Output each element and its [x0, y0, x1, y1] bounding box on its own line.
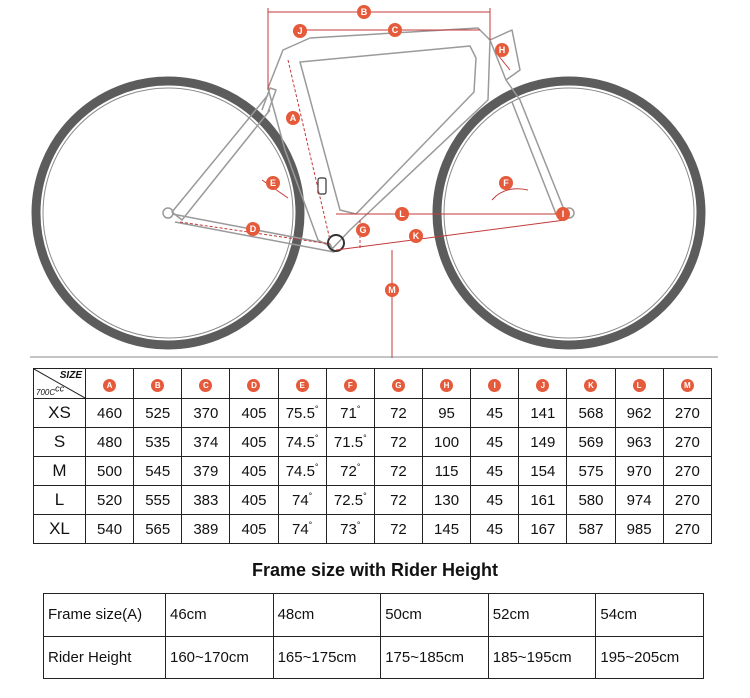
geometry-cell-h: 115 — [422, 457, 470, 486]
marker-j-label: J — [297, 26, 303, 36]
marker-f — [499, 176, 513, 190]
geometry-cell-h: 145 — [422, 515, 470, 544]
column-marker-j-label: J — [536, 379, 549, 392]
marker-e — [266, 176, 280, 190]
size-name: XL — [34, 515, 86, 544]
geometry-cell-j: 149 — [519, 428, 567, 457]
geometry-cell-l: 963 — [615, 428, 663, 457]
marker-m-label: M — [388, 285, 396, 295]
geometry-row-m — [34, 457, 712, 486]
geometry-cell-l: 962 — [615, 399, 663, 428]
geometry-cell-k: 575 — [567, 457, 615, 486]
marker-a-label: A — [289, 113, 297, 123]
geometry-cell-e: 74° — [278, 486, 326, 515]
geometry-row-xl — [34, 515, 712, 544]
bike-frame — [163, 28, 574, 252]
geometry-cell-b: 555 — [134, 486, 182, 515]
geometry-cell-i: 45 — [471, 486, 519, 515]
geometry-cell-k: 580 — [567, 486, 615, 515]
marker-d-label: D — [249, 224, 257, 234]
wheel-header-label: $700C^{cc}$ — [36, 383, 65, 397]
geometry-cell-m: 270 — [663, 486, 711, 515]
geometry-cell-c: 383 — [182, 486, 230, 515]
geometry-cell-j: 167 — [519, 515, 567, 544]
geometry-cell-k: 568 — [567, 399, 615, 428]
marker-b — [357, 5, 371, 19]
column-marker-f — [326, 369, 374, 399]
frame-size-cell: 46cm — [166, 594, 274, 637]
column-marker-l-label: L — [633, 379, 646, 392]
geometry-cell-c: 389 — [182, 515, 230, 544]
rear-wheel — [36, 81, 300, 345]
geometry-cell-d: 405 — [230, 515, 278, 544]
column-marker-b — [134, 369, 182, 399]
size-name: S — [34, 428, 86, 457]
rider-height-cell: 175~185cm — [381, 636, 489, 679]
column-marker-h-label: H — [440, 379, 453, 392]
geometry-row-s — [34, 428, 712, 457]
geometry-cell-k: 569 — [567, 428, 615, 457]
column-marker-f-label: F — [344, 379, 357, 392]
geometry-cell-e: 74.5° — [278, 428, 326, 457]
geometry-cell-h: 100 — [422, 428, 470, 457]
geometry-cell-c: 374 — [182, 428, 230, 457]
column-marker-c-label: C — [199, 379, 212, 392]
geometry-cell-g: 72 — [374, 399, 422, 428]
column-marker-j — [519, 369, 567, 399]
geometry-cell-b: 565 — [134, 515, 182, 544]
marker-h-label: H — [498, 45, 506, 55]
geometry-cell-h: 95 — [422, 399, 470, 428]
marker-d — [246, 222, 260, 236]
geometry-cell-m: 270 — [663, 428, 711, 457]
geometry-cell-m: 270 — [663, 515, 711, 544]
geometry-cell-f: 72° — [326, 457, 374, 486]
column-marker-g-label: G — [392, 379, 405, 392]
geometry-cell-a: 500 — [86, 457, 134, 486]
rider-height-title: Frame size with Rider Height — [251, 560, 499, 580]
rider-height-cell: 165~175cm — [273, 636, 381, 679]
geometry-cell-d: 405 — [230, 428, 278, 457]
geometry-cell-f: 73° — [326, 515, 374, 544]
geometry-cell-a: 520 — [86, 486, 134, 515]
geometry-row-xs — [34, 399, 712, 428]
geometry-cell-j: 161 — [519, 486, 567, 515]
geometry-cell-a: 540 — [86, 515, 134, 544]
rider-height-label: Rider Height — [44, 636, 166, 679]
geometry-cell-m: 270 — [663, 399, 711, 428]
geometry-cell-d: 405 — [230, 457, 278, 486]
column-marker-b-label: B — [151, 379, 164, 392]
geometry-table — [33, 368, 712, 544]
column-marker-e-label: E — [296, 379, 309, 392]
geometry-cell-h: 130 — [422, 486, 470, 515]
marker-b-label: B — [360, 7, 368, 17]
geometry-cell-d: 405 — [230, 486, 278, 515]
geometry-cell-b: 525 — [134, 399, 182, 428]
geometry-cell-i: 45 — [471, 428, 519, 457]
geometry-cell-g: 72 — [374, 428, 422, 457]
geometry-cell-d: 405 — [230, 399, 278, 428]
geometry-cell-j: 141 — [519, 399, 567, 428]
size-name: M — [34, 457, 86, 486]
rider-height-row — [44, 636, 704, 679]
marker-k-label: K — [412, 231, 420, 241]
frame-size-row — [44, 594, 704, 637]
geometry-cell-g: 72 — [374, 515, 422, 544]
geometry-cell-i: 45 — [471, 515, 519, 544]
column-marker-h — [422, 369, 470, 399]
marker-g-label: G — [359, 225, 367, 235]
frame-size-cell: 52cm — [488, 594, 596, 637]
marker-k — [409, 229, 423, 243]
size-name: L — [34, 486, 86, 515]
marker-m — [385, 283, 399, 297]
marker-c — [388, 23, 402, 37]
size-wheel-header — [34, 369, 86, 399]
column-marker-a-label: A — [103, 379, 116, 392]
rider-height-cell: 195~205cm — [596, 636, 704, 679]
marker-l-label: L — [399, 209, 405, 219]
frame-size-cell: 54cm — [596, 594, 704, 637]
marker-e-label: E — [269, 178, 277, 188]
marker-i — [556, 207, 570, 221]
geometry-cell-b: 545 — [134, 457, 182, 486]
geometry-cell-l: 970 — [615, 457, 663, 486]
column-marker-m — [663, 369, 711, 399]
frame-size-cell: 48cm — [273, 594, 381, 637]
frame-size-label: Frame size(A) — [44, 594, 166, 637]
marker-l — [395, 207, 409, 221]
column-marker-e — [278, 369, 326, 399]
geometry-cell-l: 974 — [615, 486, 663, 515]
size-header-label: SIZE — [59, 370, 82, 381]
marker-c-label: C — [391, 25, 399, 35]
marker-j — [293, 24, 307, 38]
column-marker-c — [182, 369, 230, 399]
rider-height-cell: 160~170cm — [166, 636, 274, 679]
geometry-cell-k: 587 — [567, 515, 615, 544]
geometry-cell-i: 45 — [471, 399, 519, 428]
size-name: XS — [34, 399, 86, 428]
column-marker-m-label: M — [681, 379, 694, 392]
geometry-cell-e: 74° — [278, 515, 326, 544]
geometry-cell-j: 154 — [519, 457, 567, 486]
rider-height-table — [43, 593, 704, 679]
geometry-cell-e: 74.5° — [278, 457, 326, 486]
marker-g — [356, 223, 370, 237]
marker-a — [286, 111, 300, 125]
geometry-cell-b: 535 — [134, 428, 182, 457]
column-marker-i-label: I — [488, 379, 501, 392]
geometry-cell-m: 270 — [663, 457, 711, 486]
geometry-cell-f: 71° — [326, 399, 374, 428]
rider-height-cell: 185~195cm — [488, 636, 596, 679]
column-marker-k-label: K — [584, 379, 597, 392]
geometry-cell-e: 75.5° — [278, 399, 326, 428]
geometry-header-row — [34, 369, 712, 399]
column-marker-g — [374, 369, 422, 399]
column-marker-a — [86, 369, 134, 399]
geometry-cell-a: 480 — [86, 428, 134, 457]
geometry-cell-i: 45 — [471, 457, 519, 486]
geometry-row-l — [34, 486, 712, 515]
column-marker-d — [230, 369, 278, 399]
frame-size-cell: 50cm — [381, 594, 489, 637]
geometry-cell-g: 72 — [374, 457, 422, 486]
marker-f-label: F — [503, 178, 509, 188]
geometry-cell-c: 370 — [182, 399, 230, 428]
column-marker-i — [471, 369, 519, 399]
geometry-cell-c: 379 — [182, 457, 230, 486]
geometry-cell-f: 72.5° — [326, 486, 374, 515]
marker-i-label: I — [561, 209, 565, 219]
geometry-cell-l: 985 — [615, 515, 663, 544]
geometry-cell-f: 71.5° — [326, 428, 374, 457]
geometry-cell-a: 460 — [86, 399, 134, 428]
column-marker-l — [615, 369, 663, 399]
marker-h — [495, 43, 509, 57]
column-marker-k — [567, 369, 615, 399]
geometry-cell-g: 72 — [374, 486, 422, 515]
column-marker-d-label: D — [247, 379, 260, 392]
